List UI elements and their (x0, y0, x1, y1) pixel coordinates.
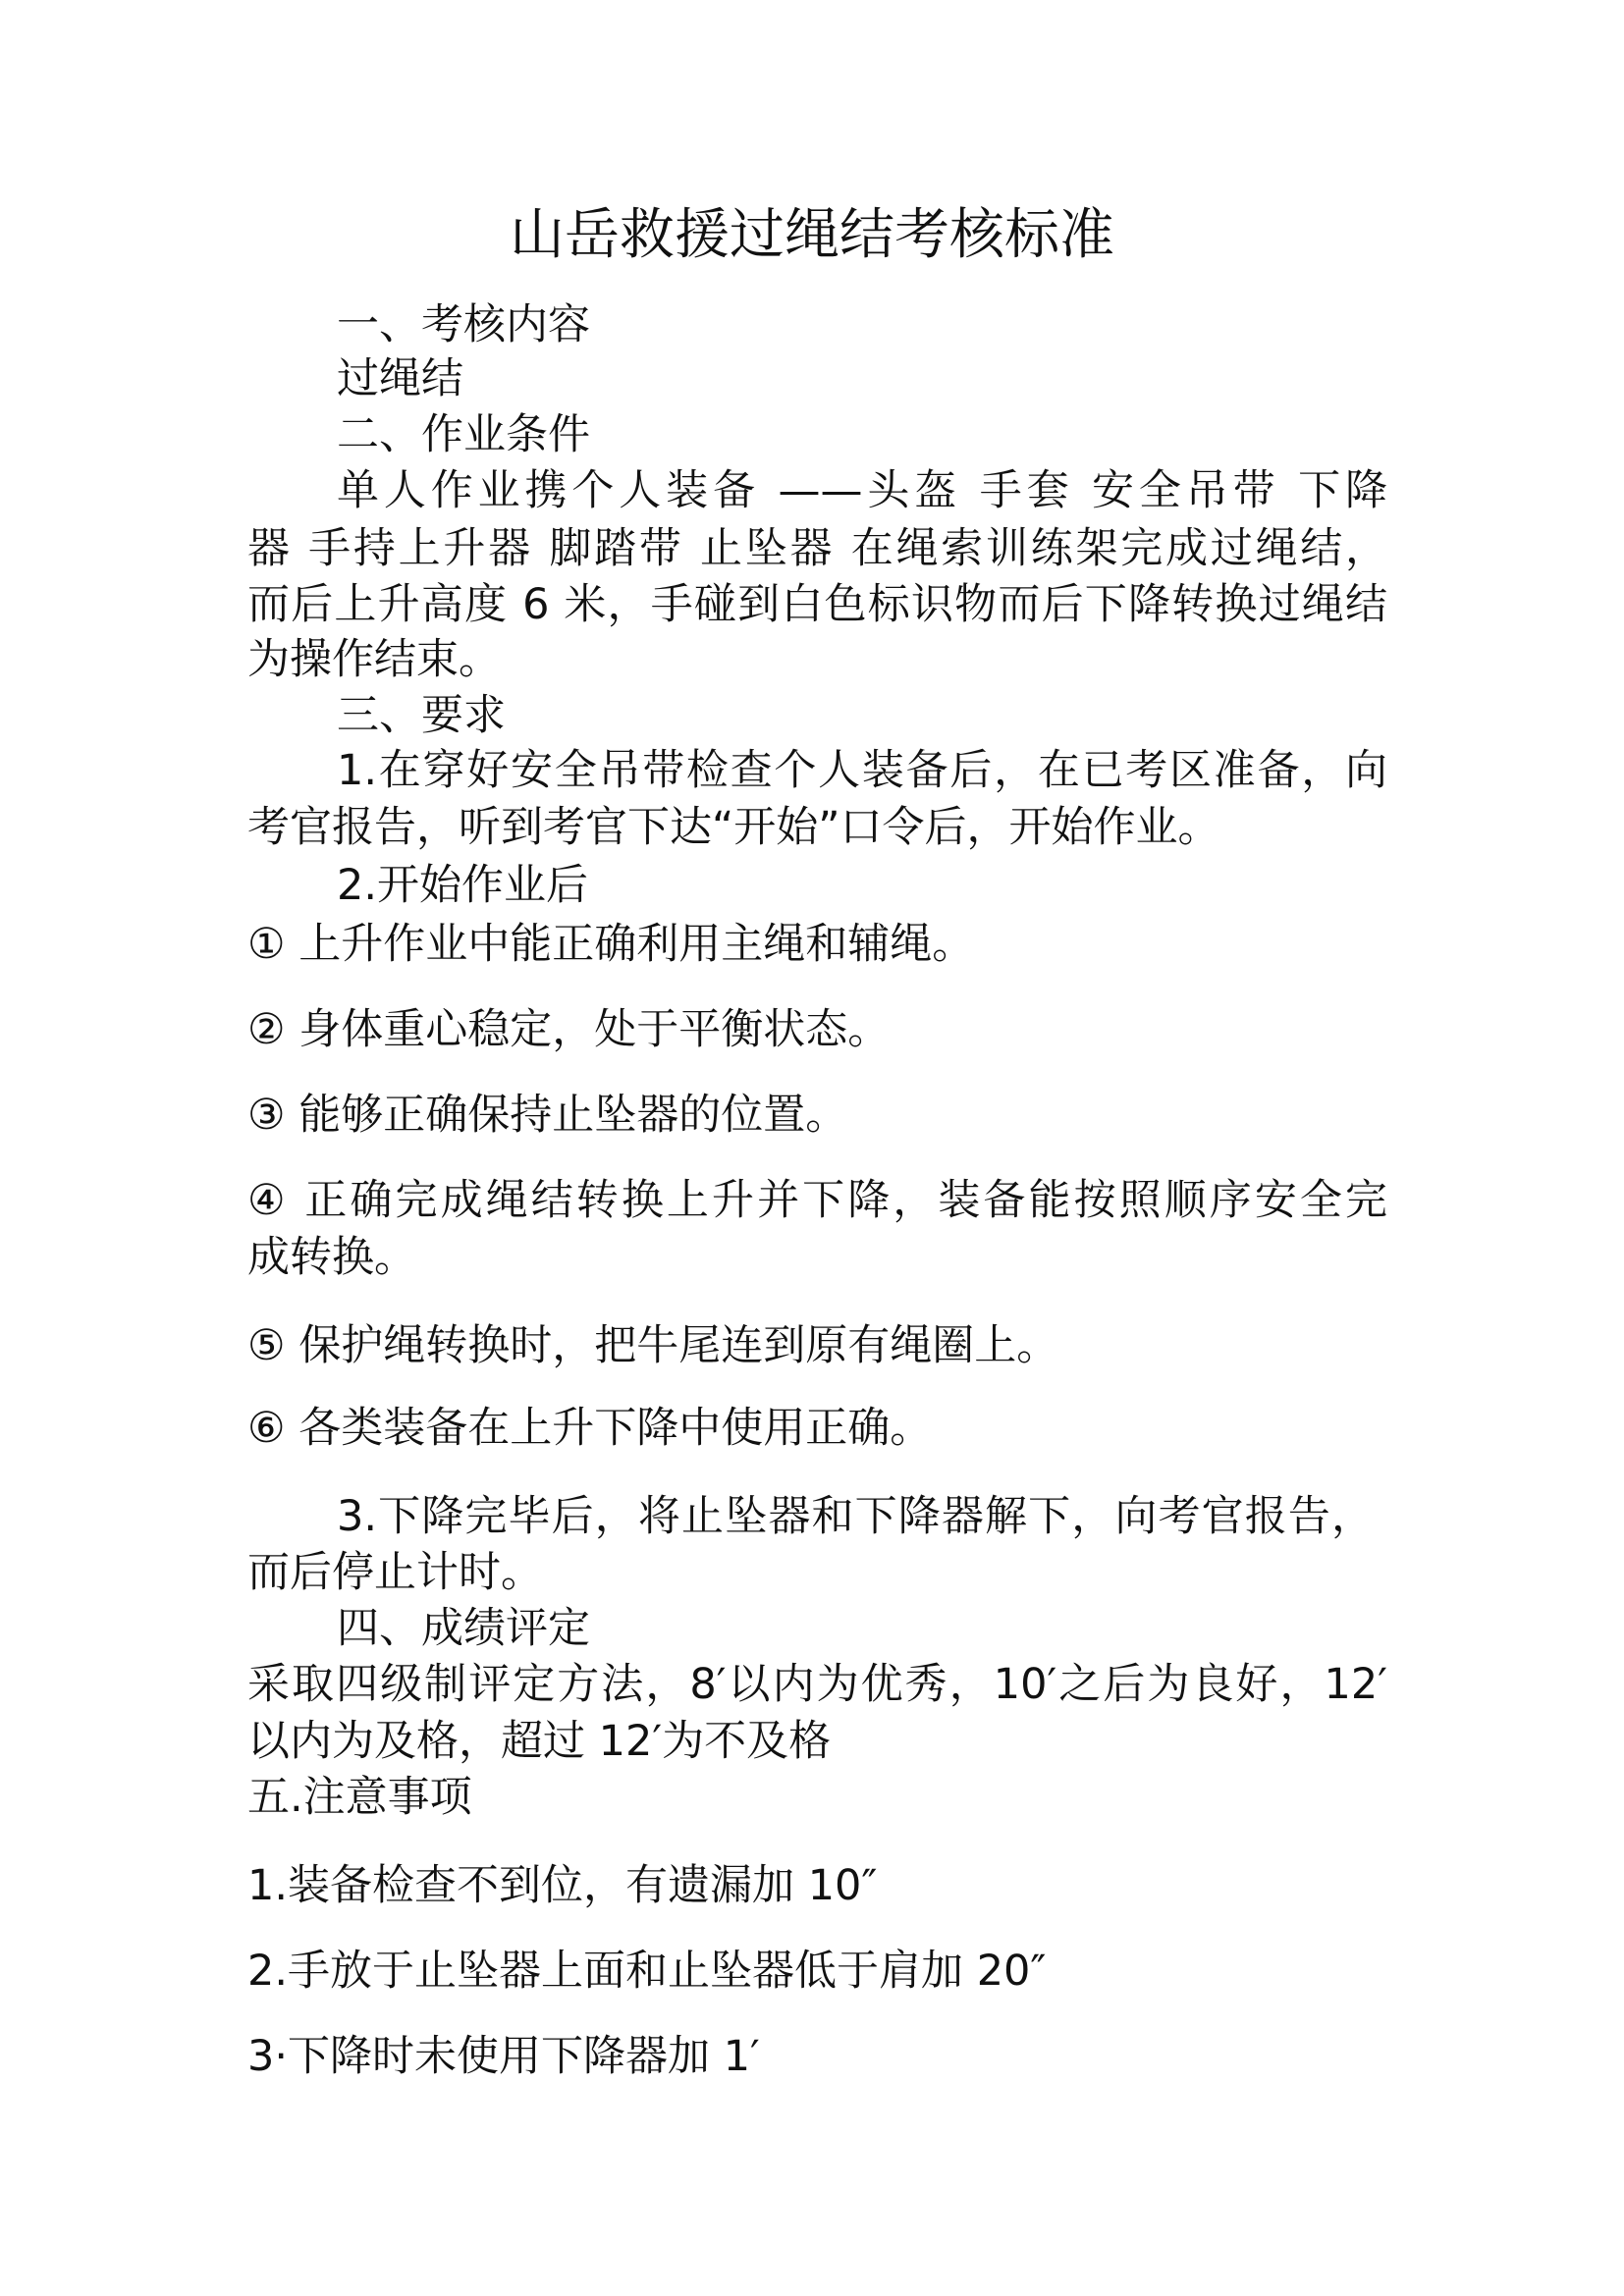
document-title: 山岳救援过绳结考核标准 (510, 203, 1114, 267)
requirement-point: ① 上升作业中能正确利用主绳和辅绳。 (247, 920, 975, 969)
section-3-item-1: 1.在穿好安全吊带检查个人装备后，在已考区准备，向 (337, 746, 1387, 795)
note-item: 2.手放于止坠器上面和止坠器低于肩加 20″ (247, 1947, 1047, 1996)
section-2-heading: 二、作业条件 (337, 410, 590, 459)
section-2-line: 器 手持上升器 脚踏带 止坠器 在绳索训练架完成过绳结， (247, 524, 1387, 573)
requirement-point: 成转换。 (247, 1233, 416, 1282)
section-4-line: 以内为及格，超过 12′为不及格 (247, 1717, 832, 1766)
section-1-body: 过绳结 (337, 354, 463, 403)
section-2-line: 单人作业携个人装备 ——头盔 手套 安全吊带 下降 (337, 466, 1387, 515)
section-1-heading: 一、考核内容 (337, 300, 590, 349)
requirement-point: ③ 能够正确保持止坠器的位置。 (247, 1091, 848, 1140)
section-3-item-1: 考官报告，听到考官下达“开始”口令后，开始作业。 (247, 803, 1220, 852)
section-2-line: 而后上升高度 6 米，手碰到白色标识物而后下降转换过绳结 (247, 580, 1387, 629)
section-2-line: 为操作结束。 (247, 635, 501, 684)
section-3-heading: 三、要求 (337, 691, 506, 740)
section-3-item-3: 而后停止计时。 (247, 1548, 543, 1597)
note-item: 3·下降时未使用下降器加 1′ (247, 2032, 760, 2081)
requirement-point: ④ 正确完成绳结转换上升并下降，装备能按照顺序安全完 (247, 1176, 1387, 1225)
section-4-line: 采取四级制评定方法，8′以内为优秀，10′之后为良好，12′ (247, 1660, 1387, 1709)
requirement-point: ⑤ 保护绳转换时，把牛尾连到原有绳圈上。 (247, 1321, 1059, 1370)
requirement-point: ⑥ 各类装备在上升下降中使用正确。 (247, 1404, 933, 1453)
section-5-heading: 五.注意事项 (247, 1773, 472, 1822)
requirement-point: ② 身体重心稳定，处于平衡状态。 (247, 1005, 891, 1054)
section-4-heading: 四、成绩评定 (337, 1604, 590, 1653)
section-3-item-2: 2.开始作业后 (337, 861, 589, 910)
note-item: 1.装备检查不到位，有遗漏加 10″ (247, 1861, 878, 1910)
section-3-item-3: 3.下降完毕后，将止坠器和下降器解下，向考官报告， (337, 1492, 1374, 1541)
